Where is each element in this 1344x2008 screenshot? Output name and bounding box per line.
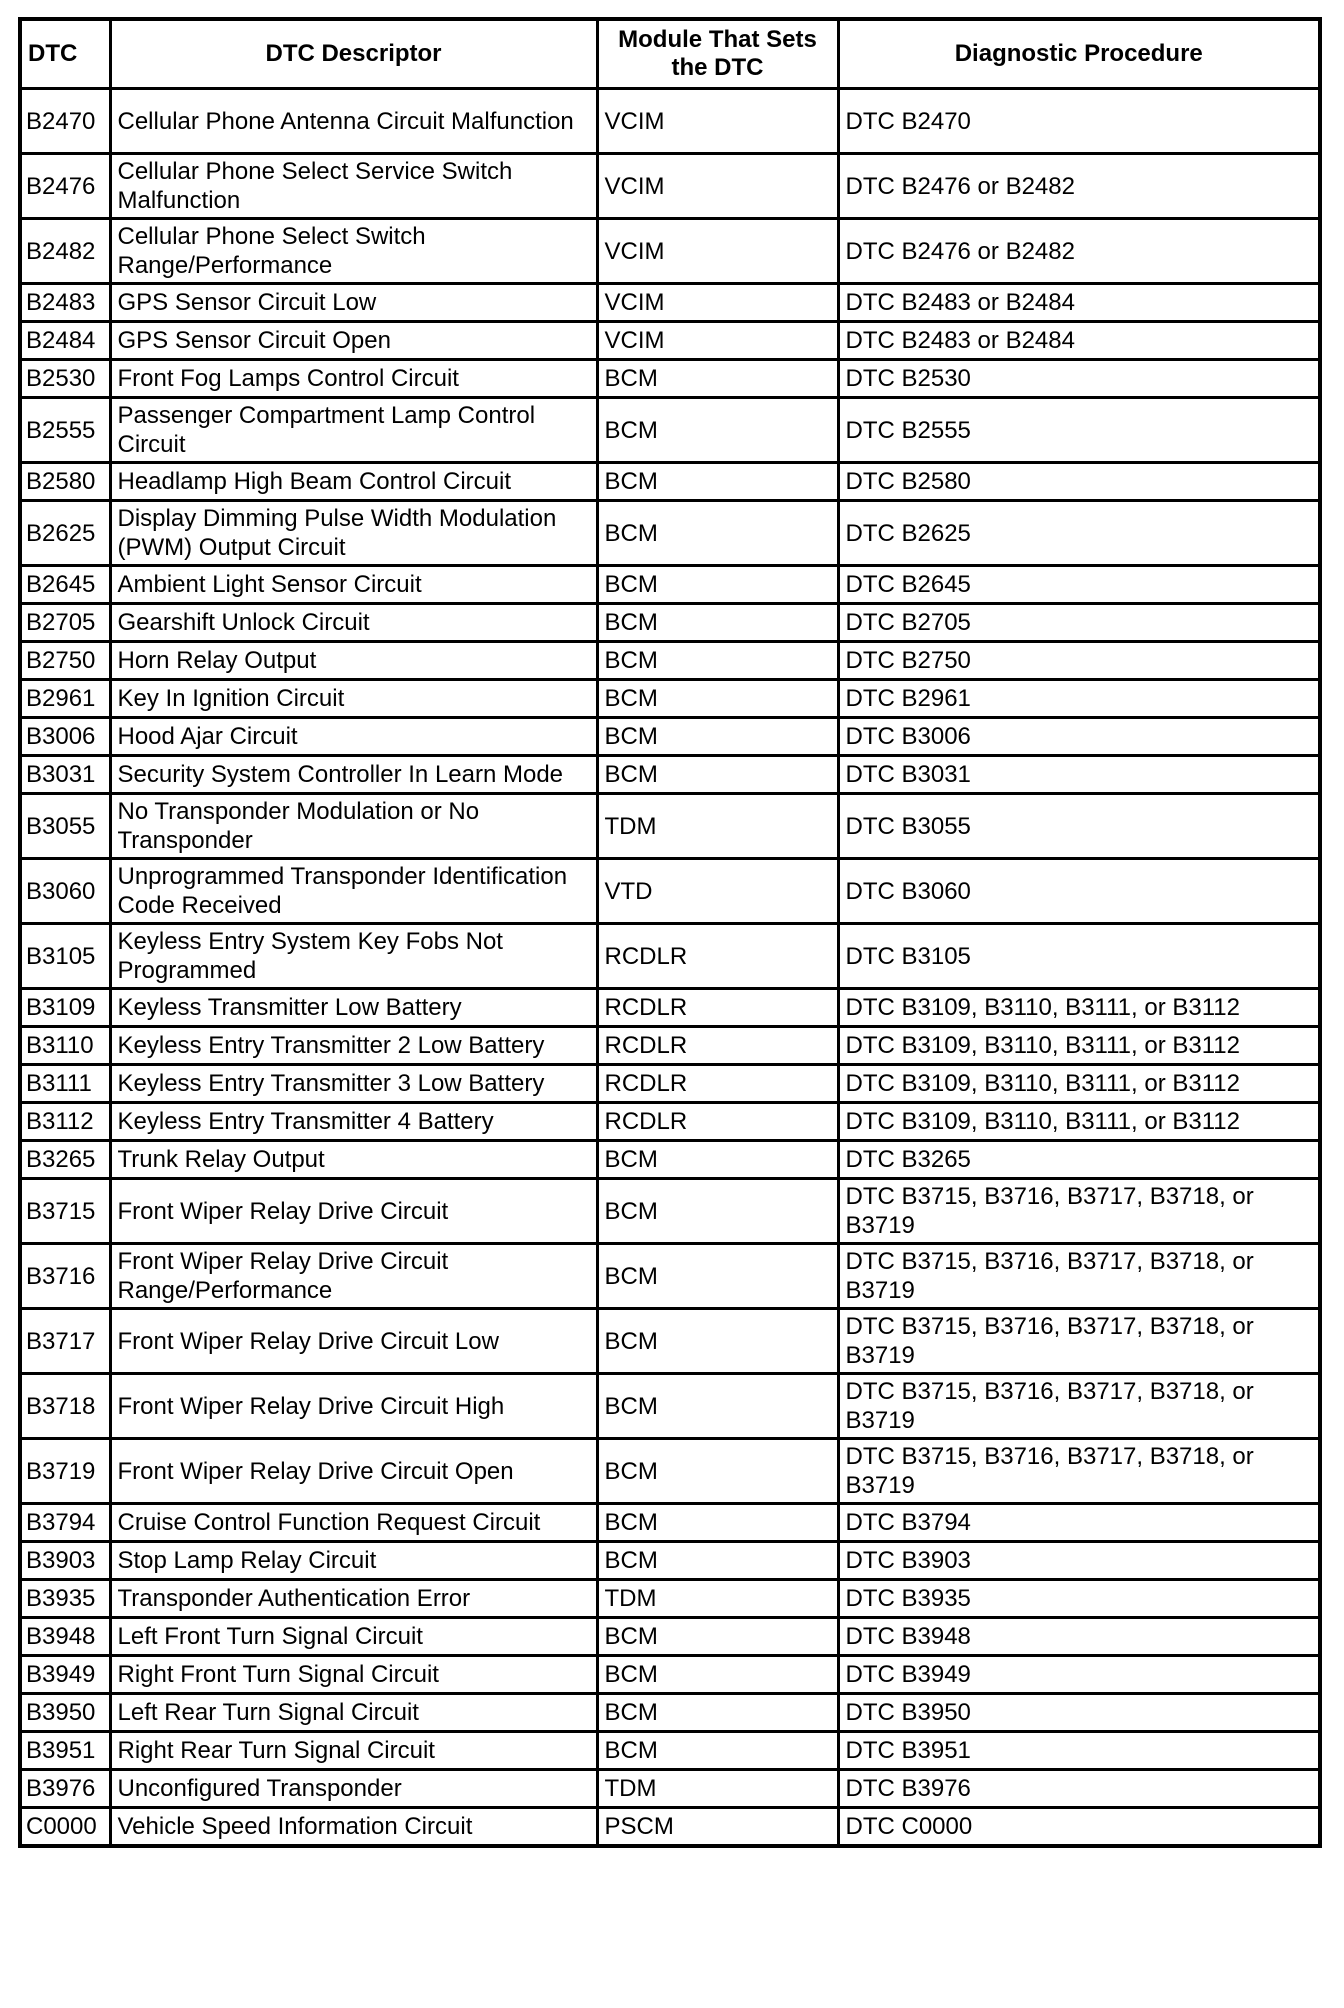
table-row [20,1694,1320,1732]
procedure-cell: DTC B3031 [838,756,1320,794]
dtc-descriptor-cell: Keyless Entry System Key Fobs Not Programmed [110,924,597,989]
dtc-code-cell: B3716 [20,1244,110,1309]
dtc-code-cell: B3031 [20,756,110,794]
module-cell: PSCM [597,1808,838,1846]
procedure-cell: DTC B3109, B3110, B3111, or B3112 [838,1103,1320,1141]
table-row [20,1065,1320,1103]
header-row [20,19,1320,89]
procedure-cell: DTC B3109, B3110, B3111, or B3112 [838,989,1320,1027]
dtc-descriptor-cell: Ambient Light Sensor Circuit [110,566,597,604]
procedure-cell: DTC B3948 [838,1618,1320,1656]
dtc-code-cell: B2580 [20,463,110,501]
table-row [20,219,1320,284]
dtc-code-cell: B3110 [20,1027,110,1065]
module-cell: BCM [597,398,838,463]
dtc-code-cell: B2483 [20,284,110,322]
table-row [20,718,1320,756]
module-cell: RCDLR [597,1065,838,1103]
module-cell: RCDLR [597,1027,838,1065]
dtc-descriptor-cell: Keyless Transmitter Low Battery [110,989,597,1027]
procedure-cell: DTC B2476 or B2482 [838,219,1320,284]
module-cell: BCM [597,1309,838,1374]
module-cell: VCIM [597,89,838,154]
table-row [20,794,1320,859]
dtc-code-cell: B3265 [20,1141,110,1179]
dtc-descriptor-cell: Keyless Entry Transmitter 4 Battery [110,1103,597,1141]
module-cell: VCIM [597,322,838,360]
table-row [20,322,1320,360]
table-row [20,756,1320,794]
module-cell: BCM [597,642,838,680]
dtc-code-cell: B3060 [20,859,110,924]
table-row [20,604,1320,642]
procedure-cell: DTC B2483 or B2484 [838,322,1320,360]
dtc-descriptor-cell: Front Wiper Relay Drive Circuit High [110,1374,597,1439]
procedure-cell: DTC C0000 [838,1808,1320,1846]
module-cell: BCM [597,1542,838,1580]
dtc-code-cell: B2750 [20,642,110,680]
dtc-code-cell: B3903 [20,1542,110,1580]
module-cell: BCM [597,1732,838,1770]
procedure-cell: DTC B2625 [838,501,1320,566]
table-row [20,154,1320,219]
dtc-descriptor-cell: Cellular Phone Select Service Switch Malfunction [110,154,597,219]
procedure-cell: DTC B3715, B3716, B3717, B3718, or B3719 [838,1439,1320,1504]
module-cell: BCM [597,680,838,718]
procedure-cell: DTC B3105 [838,924,1320,989]
table-row [20,642,1320,680]
header-module: Module That Sets the DTC [597,19,838,89]
table-row [20,1580,1320,1618]
dtc-code-cell: C0000 [20,1808,110,1846]
dtc-descriptor-cell: Gearshift Unlock Circuit [110,604,597,642]
module-cell: BCM [597,360,838,398]
table-row [20,1244,1320,1309]
module-cell: RCDLR [597,989,838,1027]
procedure-cell: DTC B2470 [838,89,1320,154]
dtc-code-cell: B2645 [20,566,110,604]
dtc-table [18,17,1322,1848]
procedure-cell: DTC B2580 [838,463,1320,501]
dtc-descriptor-cell: Vehicle Speed Information Circuit [110,1808,597,1846]
dtc-code-cell: B3976 [20,1770,110,1808]
procedure-cell: DTC B3935 [838,1580,1320,1618]
module-cell: BCM [597,718,838,756]
procedure-cell: DTC B3006 [838,718,1320,756]
procedure-cell: DTC B2750 [838,642,1320,680]
table-row [20,360,1320,398]
table-body [20,89,1320,1846]
dtc-descriptor-cell: Left Front Turn Signal Circuit [110,1618,597,1656]
module-cell: BCM [597,1439,838,1504]
dtc-code-cell: B3719 [20,1439,110,1504]
module-cell: BCM [597,501,838,566]
dtc-descriptor-cell: Trunk Relay Output [110,1141,597,1179]
procedure-cell: DTC B3715, B3716, B3717, B3718, or B3719 [838,1244,1320,1309]
dtc-code-cell: B2482 [20,219,110,284]
dtc-code-cell: B3055 [20,794,110,859]
procedure-cell: DTC B3109, B3110, B3111, or B3112 [838,1065,1320,1103]
module-cell: BCM [597,756,838,794]
procedure-cell: DTC B3976 [838,1770,1320,1808]
dtc-descriptor-cell: Front Wiper Relay Drive Circuit Low [110,1309,597,1374]
module-cell: BCM [597,1244,838,1309]
module-cell: BCM [597,1374,838,1439]
table-row [20,1027,1320,1065]
dtc-descriptor-cell: Front Fog Lamps Control Circuit [110,360,597,398]
dtc-code-cell: B3717 [20,1309,110,1374]
table-row [20,1656,1320,1694]
dtc-code-cell: B3949 [20,1656,110,1694]
table-row [20,924,1320,989]
dtc-descriptor-cell: Front Wiper Relay Drive Circuit Range/Performance [110,1244,597,1309]
dtc-descriptor-cell: Stop Lamp Relay Circuit [110,1542,597,1580]
dtc-code-cell: B2625 [20,501,110,566]
dtc-descriptor-cell: Right Front Turn Signal Circuit [110,1656,597,1694]
dtc-descriptor-cell: Cellular Phone Select Switch Range/Performance [110,219,597,284]
procedure-cell: DTC B2530 [838,360,1320,398]
module-cell: BCM [597,463,838,501]
table-row [20,1374,1320,1439]
module-cell: RCDLR [597,1103,838,1141]
dtc-descriptor-cell: Front Wiper Relay Drive Circuit [110,1179,597,1244]
dtc-descriptor-cell: Passenger Compartment Lamp Control Circuit [110,398,597,463]
table-row [20,859,1320,924]
table-row [20,398,1320,463]
dtc-code-cell: B3935 [20,1580,110,1618]
dtc-descriptor-cell: GPS Sensor Circuit Low [110,284,597,322]
table-row [20,89,1320,154]
dtc-descriptor-cell: Keyless Entry Transmitter 2 Low Battery [110,1027,597,1065]
table-row [20,1618,1320,1656]
table-row [20,989,1320,1027]
module-cell: VTD [597,859,838,924]
dtc-code-cell: B3105 [20,924,110,989]
procedure-cell: DTC B2705 [838,604,1320,642]
procedure-cell: DTC B3794 [838,1504,1320,1542]
procedure-cell: DTC B3950 [838,1694,1320,1732]
dtc-descriptor-cell: GPS Sensor Circuit Open [110,322,597,360]
module-cell: VCIM [597,219,838,284]
table-row [20,680,1320,718]
dtc-code-cell: B3006 [20,718,110,756]
dtc-descriptor-cell: Front Wiper Relay Drive Circuit Open [110,1439,597,1504]
procedure-cell: DTC B2555 [838,398,1320,463]
procedure-cell: DTC B2483 or B2484 [838,284,1320,322]
table-row [20,501,1320,566]
module-cell: BCM [597,1656,838,1694]
dtc-code-cell: B2530 [20,360,110,398]
dtc-descriptor-cell: Key In Ignition Circuit [110,680,597,718]
procedure-cell: DTC B3951 [838,1732,1320,1770]
procedure-cell: DTC B3949 [838,1656,1320,1694]
dtc-code-cell: B3718 [20,1374,110,1439]
table-row [20,1504,1320,1542]
module-cell: BCM [597,1694,838,1732]
dtc-code-cell: B3111 [20,1065,110,1103]
procedure-cell: DTC B3060 [838,859,1320,924]
table-row [20,1732,1320,1770]
header-descriptor: DTC Descriptor [110,19,597,89]
dtc-descriptor-cell: Security System Controller In Learn Mode [110,756,597,794]
module-cell: BCM [597,1179,838,1244]
module-cell: TDM [597,1770,838,1808]
table-row [20,1439,1320,1504]
table-row [20,284,1320,322]
dtc-code-cell: B3715 [20,1179,110,1244]
procedure-cell: DTC B3109, B3110, B3111, or B3112 [838,1027,1320,1065]
header-procedure: Diagnostic Procedure [838,19,1320,89]
dtc-descriptor-cell: Horn Relay Output [110,642,597,680]
procedure-cell: DTC B3055 [838,794,1320,859]
module-cell: BCM [597,604,838,642]
dtc-descriptor-cell: Right Rear Turn Signal Circuit [110,1732,597,1770]
dtc-code-cell: B3109 [20,989,110,1027]
dtc-descriptor-cell: Unconfigured Transponder [110,1770,597,1808]
table-row [20,463,1320,501]
table-row [20,1103,1320,1141]
module-cell: VCIM [597,284,838,322]
table-row [20,1542,1320,1580]
module-cell: BCM [597,1504,838,1542]
procedure-cell: DTC B2476 or B2482 [838,154,1320,219]
module-cell: BCM [597,1618,838,1656]
dtc-descriptor-cell: Left Rear Turn Signal Circuit [110,1694,597,1732]
table-row [20,1808,1320,1846]
dtc-descriptor-cell: Cellular Phone Antenna Circuit Malfunction [110,89,597,154]
table-row [20,1141,1320,1179]
dtc-code-cell: B2555 [20,398,110,463]
dtc-code-cell: B2476 [20,154,110,219]
table-row [20,1770,1320,1808]
dtc-code-cell: B3951 [20,1732,110,1770]
dtc-descriptor-cell: Cruise Control Function Request Circuit [110,1504,597,1542]
dtc-code-cell: B2705 [20,604,110,642]
dtc-descriptor-cell: Display Dimming Pulse Width Modulation (PWM) Output Circuit [110,501,597,566]
module-cell: TDM [597,794,838,859]
procedure-cell: DTC B3715, B3716, B3717, B3718, or B3719 [838,1374,1320,1439]
procedure-cell: DTC B2961 [838,680,1320,718]
dtc-code-cell: B2484 [20,322,110,360]
module-cell: BCM [597,566,838,604]
procedure-cell: DTC B3903 [838,1542,1320,1580]
module-cell: RCDLR [597,924,838,989]
module-cell: BCM [597,1141,838,1179]
table-row [20,566,1320,604]
dtc-descriptor-cell: Hood Ajar Circuit [110,718,597,756]
module-cell: TDM [597,1580,838,1618]
module-cell: VCIM [597,154,838,219]
table-header [20,19,1320,89]
dtc-descriptor-cell: Keyless Entry Transmitter 3 Low Battery [110,1065,597,1103]
dtc-code-cell: B2961 [20,680,110,718]
procedure-cell: DTC B3265 [838,1141,1320,1179]
dtc-code-cell: B3112 [20,1103,110,1141]
header-dtc: DTC [20,19,110,89]
dtc-code-cell: B3948 [20,1618,110,1656]
dtc-descriptor-cell: No Transponder Modulation or No Transponder [110,794,597,859]
dtc-descriptor-cell: Unprogrammed Transponder Identification Code Received [110,859,597,924]
procedure-cell: DTC B2645 [838,566,1320,604]
dtc-descriptor-cell: Headlamp High Beam Control Circuit [110,463,597,501]
table-row [20,1179,1320,1244]
dtc-code-cell: B3950 [20,1694,110,1732]
dtc-code-cell: B2470 [20,89,110,154]
table-row [20,1309,1320,1374]
dtc-code-cell: B3794 [20,1504,110,1542]
procedure-cell: DTC B3715, B3716, B3717, B3718, or B3719 [838,1309,1320,1374]
procedure-cell: DTC B3715, B3716, B3717, B3718, or B3719 [838,1179,1320,1244]
dtc-descriptor-cell: Transponder Authentication Error [110,1580,597,1618]
